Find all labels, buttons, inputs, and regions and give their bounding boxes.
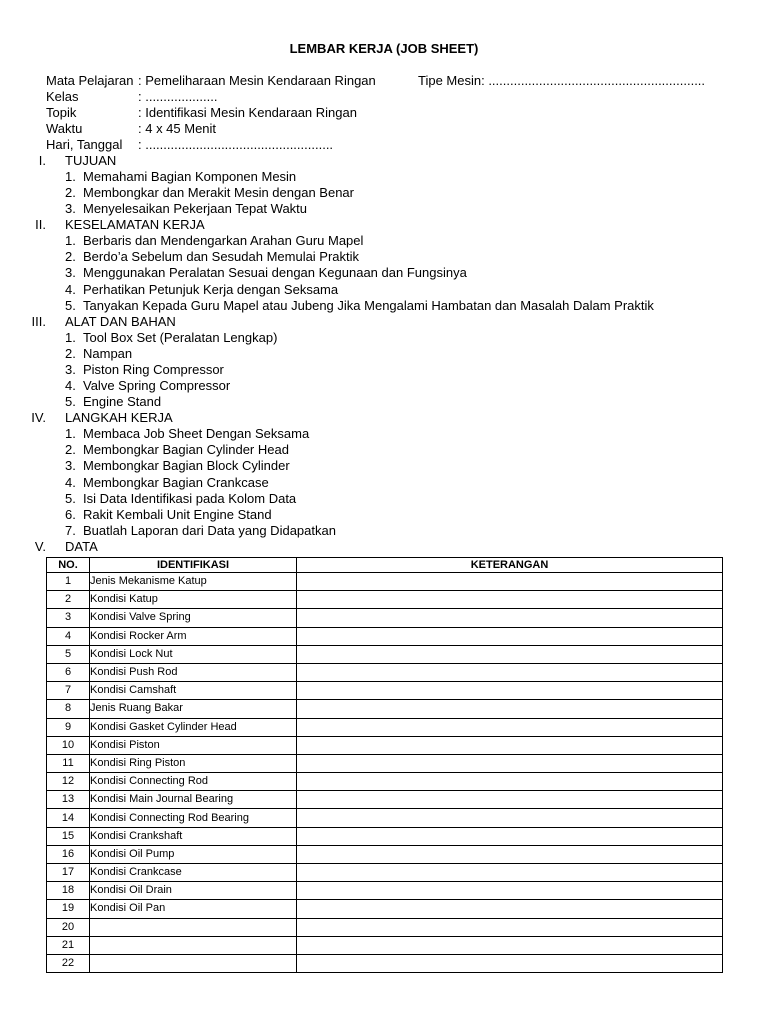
list-item-number: 1.	[65, 426, 76, 442]
table-row	[47, 918, 723, 936]
list-item	[0, 394, 768, 410]
info-value: : Pemeliharaan Mesin Kendaraan Ringan	[138, 73, 376, 88]
cell-keterangan	[297, 773, 723, 791]
list-item-text: Perhatikan Petunjuk Kerja dengan Seksama	[83, 281, 339, 297]
cell-keterangan	[297, 827, 723, 845]
cell-no: 4	[47, 627, 90, 645]
cell-no: 11	[47, 754, 90, 772]
section-heading	[0, 153, 768, 169]
cell-identifikasi: Kondisi Oil Pump	[90, 845, 297, 863]
list-item-number: 5.	[65, 490, 76, 506]
table-row	[47, 936, 723, 954]
section-heading	[0, 314, 768, 330]
list-item-number: 7.	[65, 522, 76, 538]
cell-identifikasi: Kondisi Crankcase	[90, 864, 297, 882]
cell-no: 5	[47, 645, 90, 663]
table-row	[47, 700, 723, 718]
cell-keterangan	[297, 918, 723, 936]
table-row	[47, 900, 723, 918]
list-item	[0, 362, 768, 378]
sections	[0, 153, 768, 555]
list-item	[0, 233, 768, 249]
section-title: DATA	[65, 538, 98, 554]
section-title: LANGKAH KERJA	[65, 410, 173, 426]
list-item-number: 3.	[65, 201, 76, 217]
cell-no: 14	[47, 809, 90, 827]
list-item-text: Tanyakan Kepada Guru Mapel atau Jubeng Jika Mengalami Hambatan dan Masalah Dalam Praktik	[83, 297, 654, 313]
cell-identifikasi: Kondisi Valve Spring	[90, 609, 297, 627]
list-item-text: Tool Box Set (Peralatan Lengkap)	[83, 329, 278, 345]
cell-no: 3	[47, 609, 90, 627]
cell-no: 20	[47, 918, 90, 936]
table-row	[47, 954, 723, 972]
table-row	[47, 882, 723, 900]
list-item-number: 2.	[65, 185, 76, 201]
cell-identifikasi: Kondisi Gasket Cylinder Head	[90, 718, 297, 736]
cell-identifikasi	[90, 936, 297, 954]
list-item-number: 2.	[65, 249, 76, 265]
cell-no: 6	[47, 663, 90, 681]
list-item	[0, 265, 768, 281]
list-item-text: Berdo’a Sebelum dan Sesudah Memulai Praktik	[83, 249, 360, 265]
section-heading	[0, 217, 768, 233]
cell-no: 15	[47, 827, 90, 845]
cell-no: 18	[47, 882, 90, 900]
table-header-row	[47, 558, 723, 573]
list-item-text: Membongkar Bagian Cylinder Head	[83, 442, 289, 458]
info-value: : ....................	[138, 89, 218, 104]
cell-identifikasi	[90, 918, 297, 936]
section-number: II.	[35, 217, 46, 233]
cell-keterangan	[297, 736, 723, 754]
cell-keterangan	[297, 900, 723, 918]
list-item	[0, 426, 768, 442]
cell-no: 22	[47, 954, 90, 972]
list-item	[0, 201, 768, 217]
table-row	[47, 864, 723, 882]
data-table	[46, 557, 723, 973]
section-number: I.	[38, 153, 46, 168]
list-item-number: 3.	[65, 361, 76, 377]
cell-identifikasi: Kondisi Piston	[90, 736, 297, 754]
list-item-number: 3.	[65, 458, 76, 474]
list-item-text: Membongkar dan Merakit Mesin dengan Benar	[83, 185, 354, 201]
info-label: Topik	[46, 105, 77, 120]
cell-keterangan	[297, 882, 723, 900]
list-item-text: Rakit Kembali Unit Engine Stand	[83, 506, 272, 522]
cell-no: 9	[47, 718, 90, 736]
info-label: Kelas	[46, 89, 79, 104]
info-value: : ....................................................	[138, 137, 334, 152]
info-value: : Identifikasi Mesin Kendaraan Ringan	[138, 105, 357, 120]
list-item-number: 2.	[65, 442, 76, 458]
cell-identifikasi: Kondisi Connecting Rod	[90, 773, 297, 791]
list-item-number: 4.	[65, 378, 76, 394]
table-row	[47, 809, 723, 827]
cell-identifikasi: Kondisi Oil Drain	[90, 882, 297, 900]
list-item-number: 5.	[65, 297, 76, 313]
list-item-text: Berbaris dan Mendengarkan Arahan Guru Mapel	[83, 233, 364, 249]
cell-identifikasi: Kondisi Ring Piston	[90, 754, 297, 772]
info-value: : 4 x 45 Menit	[138, 121, 217, 136]
list-item-number: 4.	[65, 474, 76, 490]
cell-identifikasi: Kondisi Oil Pan	[90, 900, 297, 918]
cell-no: 1	[47, 573, 90, 591]
list-item-text: Membongkar Bagian Crankcase	[83, 474, 269, 490]
cell-no: 7	[47, 682, 90, 700]
table-row	[47, 791, 723, 809]
section-title: ALAT DAN BAHAN	[65, 313, 176, 329]
cell-no: 16	[47, 845, 90, 863]
cell-keterangan	[297, 573, 723, 591]
cell-no: 19	[47, 900, 90, 918]
tipe-mesin: Tipe Mesin: ............................................................	[418, 73, 706, 88]
list-item-text: Membaca Job Sheet Dengan Seksama	[83, 426, 310, 442]
cell-identifikasi: Kondisi Katup	[90, 591, 297, 609]
list-item	[0, 249, 768, 265]
list-item	[0, 458, 768, 474]
cell-keterangan	[297, 954, 723, 972]
section-number: IV.	[31, 410, 46, 426]
section-number: V.	[34, 538, 46, 554]
cell-identifikasi	[90, 954, 297, 972]
section-title: KESELAMATAN KERJA	[65, 217, 205, 233]
cell-no: 21	[47, 936, 90, 954]
header-no: NO.	[47, 558, 90, 573]
list-item-number: 1.	[65, 329, 76, 345]
cell-keterangan	[297, 700, 723, 718]
cell-identifikasi: Kondisi Connecting Rod Bearing	[90, 809, 297, 827]
list-item-number: 6.	[65, 506, 76, 522]
list-item	[0, 169, 768, 185]
list-item-number: 5.	[65, 394, 76, 410]
section-heading	[0, 410, 768, 426]
cell-no: 8	[47, 700, 90, 718]
list-item-number: 2.	[65, 345, 76, 361]
document-title: LEMBAR KERJA (JOB SHEET)	[289, 41, 479, 56]
list-item-number: 3.	[65, 265, 76, 281]
list-item-text: Membongkar Bagian Block Cylinder	[83, 458, 290, 474]
header-identifikasi: IDENTIFIKASI	[90, 558, 297, 573]
cell-keterangan	[297, 754, 723, 772]
list-item	[0, 523, 768, 539]
list-item-text: Engine Stand	[83, 394, 162, 410]
table-row	[47, 754, 723, 772]
cell-keterangan	[297, 609, 723, 627]
list-item	[0, 330, 768, 346]
list-item	[0, 185, 768, 201]
section-title: TUJUAN	[65, 153, 117, 168]
table-row	[47, 845, 723, 863]
header-keterangan: KETERANGAN	[297, 558, 723, 573]
list-item	[0, 346, 768, 362]
section-heading	[0, 539, 768, 555]
list-item	[0, 475, 768, 491]
cell-identifikasi: Kondisi Lock Nut	[90, 645, 297, 663]
list-item	[0, 282, 768, 298]
list-item-number: 1.	[65, 169, 76, 184]
list-item-text: Buatlah Laporan dari Data yang Didapatkan	[83, 522, 336, 538]
cell-identifikasi: Jenis Ruang Bakar	[90, 700, 297, 718]
cell-no: 12	[47, 773, 90, 791]
cell-no: 17	[47, 864, 90, 882]
list-item-text: Piston Ring Compressor	[83, 361, 224, 377]
cell-no: 10	[47, 736, 90, 754]
list-item-text: Memahami Bagian Komponen Mesin	[83, 169, 297, 184]
cell-keterangan	[297, 809, 723, 827]
list-item-text: Menyelesaikan Pekerjaan Tepat Waktu	[83, 201, 308, 217]
table-row	[47, 591, 723, 609]
info-label: Waktu	[46, 121, 83, 136]
table-row	[47, 627, 723, 645]
cell-keterangan	[297, 663, 723, 681]
list-item-text: Isi Data Identifikasi pada Kolom Data	[83, 490, 297, 506]
table-row	[47, 609, 723, 627]
info-label: Hari, Tanggal	[46, 137, 123, 152]
list-item-number: 1.	[65, 233, 76, 249]
list-item	[0, 298, 768, 314]
cell-keterangan	[297, 645, 723, 663]
table-row	[47, 827, 723, 845]
cell-keterangan	[297, 936, 723, 954]
table-row	[47, 773, 723, 791]
cell-identifikasi: Kondisi Camshaft	[90, 682, 297, 700]
list-item-number: 4.	[65, 281, 76, 297]
cell-no: 2	[47, 591, 90, 609]
list-item	[0, 442, 768, 458]
list-item-text: Nampan	[83, 345, 133, 361]
list-item-text: Valve Spring Compressor	[83, 378, 231, 394]
cell-keterangan	[297, 682, 723, 700]
cell-keterangan	[297, 718, 723, 736]
list-item	[0, 491, 768, 507]
table-row	[47, 736, 723, 754]
list-item	[0, 378, 768, 394]
cell-identifikasi: Kondisi Main Journal Bearing	[90, 791, 297, 809]
table-row	[47, 645, 723, 663]
cell-keterangan	[297, 864, 723, 882]
cell-keterangan	[297, 791, 723, 809]
info-label: Mata Pelajaran	[46, 73, 134, 88]
table-row	[47, 663, 723, 681]
section-number: III.	[31, 313, 46, 329]
cell-identifikasi: Kondisi Push Rod	[90, 663, 297, 681]
table-row	[47, 573, 723, 591]
cell-identifikasi: Kondisi Rocker Arm	[90, 627, 297, 645]
cell-identifikasi: Jenis Mekanisme Katup	[90, 573, 297, 591]
table-row	[47, 718, 723, 736]
cell-identifikasi: Kondisi Crankshaft	[90, 827, 297, 845]
table-row	[47, 682, 723, 700]
list-item-text: Menggunakan Peralatan Sesuai dengan Kegunaan dan Fungsinya	[83, 265, 467, 281]
list-item	[0, 507, 768, 523]
cell-no: 13	[47, 791, 90, 809]
cell-keterangan	[297, 627, 723, 645]
cell-keterangan	[297, 591, 723, 609]
cell-keterangan	[297, 845, 723, 863]
